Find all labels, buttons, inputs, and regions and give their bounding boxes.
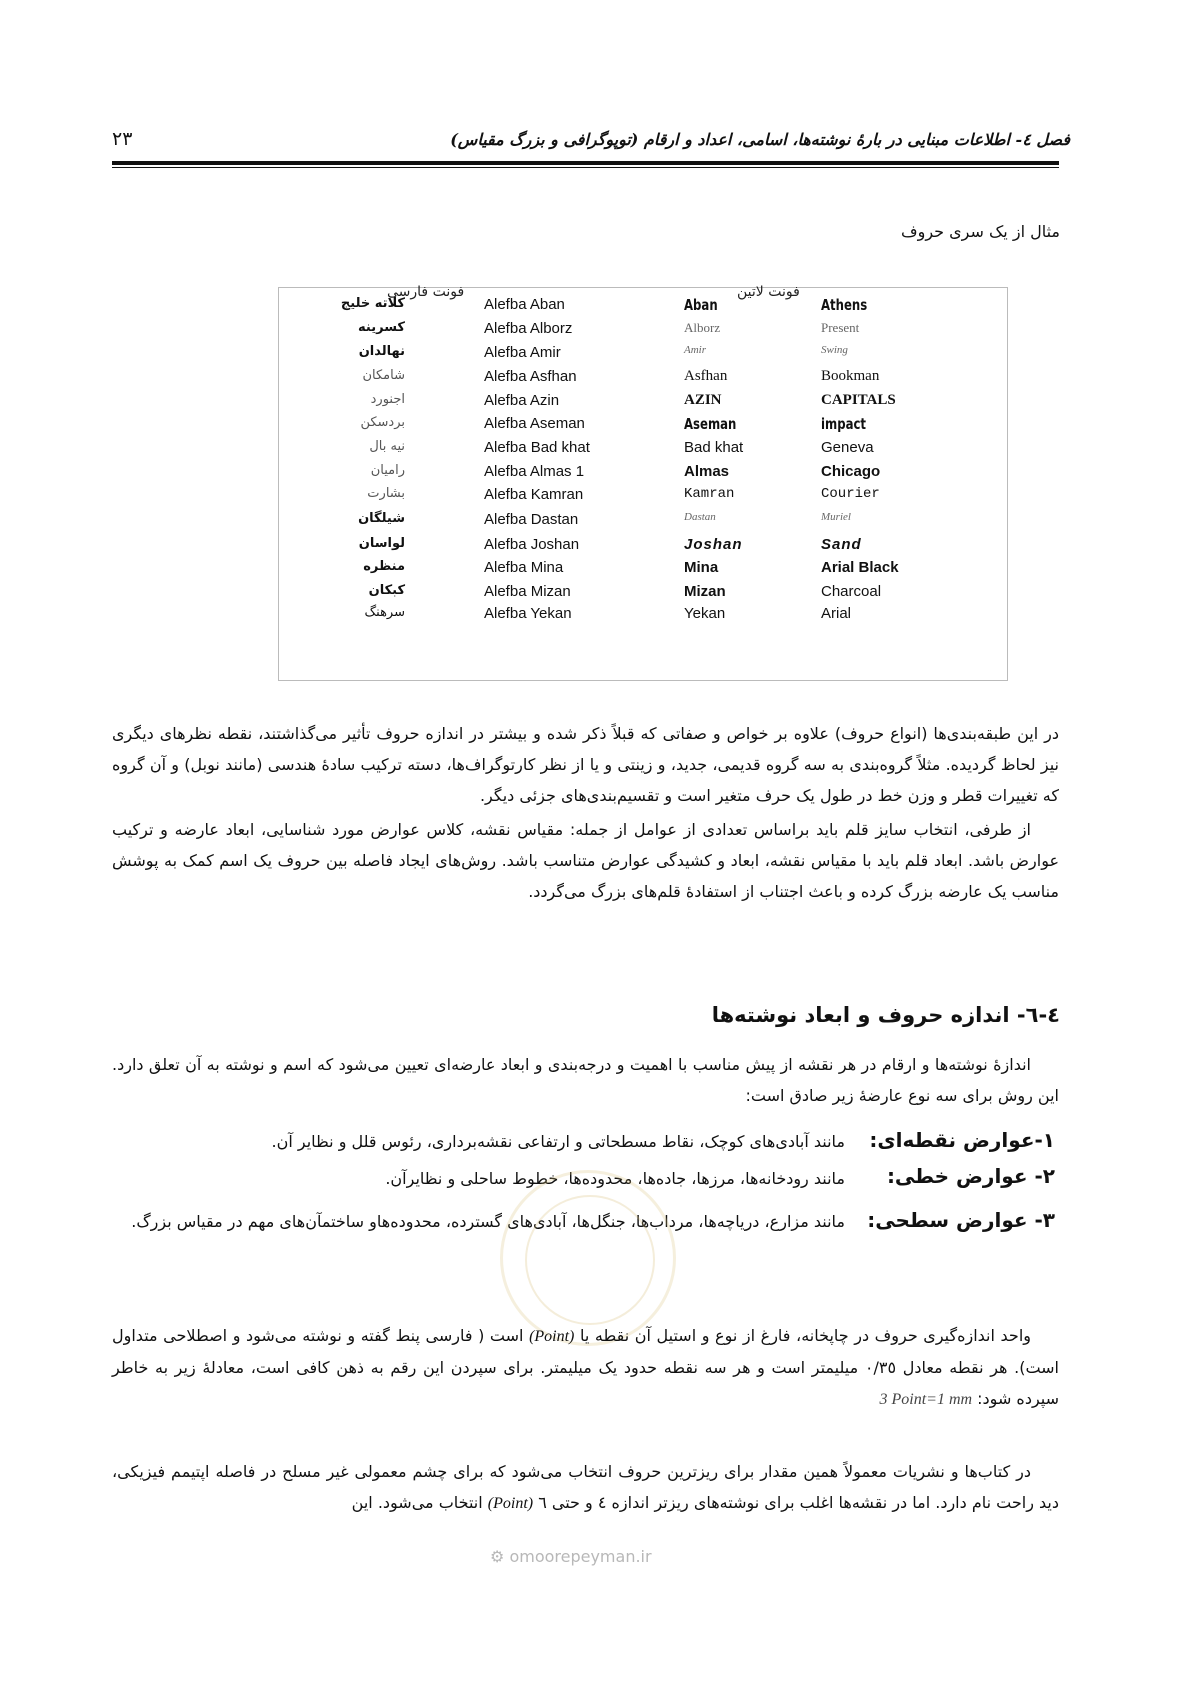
font-row [279,344,1007,368]
font-row [279,559,1007,583]
latin-font-sample-2: Geneva [821,439,874,456]
alefba-font-name: Alefba Azin [484,392,560,409]
font-row [279,583,1007,607]
page-number: ٢٣ [112,128,133,150]
latin-font-sample-1: Bad khat [684,439,744,456]
font-sample-table [278,284,1008,681]
list-item-area-label: ٣- عوارض سطحی: [867,1208,1055,1232]
latin-font-sample-1: Amir [684,344,706,356]
persian-font-sample: رامیان [370,463,405,478]
latin-font-sample-2: Athens [821,296,868,314]
persian-font-header: فونت فارسی [387,284,465,300]
font-row [279,320,1007,344]
alefba-font-name: Alefba Aseman [484,415,585,432]
paragraph-point-unit [112,1320,1059,1415]
latin-font-sample-2: Sand [821,536,862,553]
persian-font-sample: بردسکن [360,415,405,430]
alefba-font-name: Alefba Almas 1 [484,463,585,480]
latin-font-header: فونت لاتین [737,284,800,300]
latin-font-sample-2: Arial Black [821,559,899,576]
point-term-2: (Point) [487,1495,534,1512]
latin-font-sample-2: impact [821,415,867,433]
font-row [279,415,1007,439]
alefba-font-name: Alefba Asfhan [484,368,577,385]
list-item-point-label: ١-عوارض نقطه‌ای: [869,1128,1055,1152]
paragraph-text-size-intro: اندازهٔ نوشته‌ها و ارقام در هر نقشه از پیش مناسب با اهمیت و درجه‌بندی و ابعاد عارضه‌ای تعیین می‌شود که اسم و نوشته به آن تعلق دارد. این روش برای سه نوع عارضهٔ زیر صادق است: [112,1055,1059,1105]
font-row [279,368,1007,392]
latin-font-sample-2: CAPITALS [821,392,896,408]
font-row [279,536,1007,560]
latin-font-sample-2: Arial [821,605,852,622]
point-unit-text-b: است ( فارسی پنط گفته و نوشته می‌شود و اصطلاحی متداول است). هر نقطه معادل ٠/٣٥ میلیمتر است و هر سه نقطه حدود یک میلیمتر. برای سپردن این رقم به ذهن کافی است، معادلهٔ زیر به خاطر سپرده شود: [112,1326,1060,1408]
latin-font-sample-2: Chicago [821,463,881,480]
paragraph-typeface-classification: در این طبقه‌بندی‌ها (انواع حروف) علاوه بر خواص و صفاتی که قبلاً ذکر شده و بیشتر در اندازه حروف تأثیر می‌گذاشتند، نقطه نظرهای دیگری نیز لحاظ گردیده. مثلاً گروه‌بندی به سه گروه قدیمی، جدید، و زینتی و یا از نظر کارتوگراف‌ها، دسته ترکیب سادهٔ هندسی (مانند نوبل) و آن گروه که تغییرات قطر و وزن خط در طول یک حرف متغیر است و تقسیم‌بندی‌های جزئی دیگر. [112,724,1059,805]
latin-font-sample-1: Mizan [684,583,726,600]
running-header-title: فصل ٤- اطلاعات مبنایی در بارهٔ نوشته‌ها، اسامی، اعداد و ارقام (توپوگرافی و بزرگ مقیاس) [450,130,1070,149]
font-row [279,486,1007,510]
watermark-url-text: omoorepeyman.ir [509,1547,652,1566]
list-item-line-label: ٢- عوارض خطی: [886,1164,1055,1188]
point-formula: 3 Point=1 mm [879,1391,973,1408]
list-item-point-text: مانند آبادی‌های کوچک، نقاط مسطحاتی و ارتفاعی نقشه‌برداری، رئوس قلل و نظایر آن. [271,1132,845,1151]
header-rule-thin [112,167,1059,168]
persian-font-sample: اجنورد [370,392,405,407]
smallest-type-text-a: در کتاب‌ها و نشریات معمولاً همین مقدار برای ریزترین حروف انتخاب می‌شود که برای چشم معمولی غیر مسلح در فاصله اپتیمم فیزیکی، دید راحت نام دارد. اما در نقشه‌ها اغلب برای نوشته‌های ریزتر اندازه ٤ و حتی ٦ [112,1462,1059,1512]
alefba-font-name: Alefba Joshan [484,536,580,553]
font-row [279,511,1007,535]
persian-font-sample: بشارت [367,486,405,501]
latin-font-sample-2: Charcoal [821,583,882,600]
alefba-font-name: Alefba Mina [484,559,564,576]
header-rule-thick [112,161,1059,165]
persian-font-sample: سرهنگ [364,605,405,620]
font-row [279,605,1007,629]
list-item-line-text: مانند رودخانه‌ها، مرزها، جاده‌ها، محدوده‌ها، خطوط ساحلی و نظایرآن. [385,1169,845,1188]
alefba-font-name: Alefba Amir [484,344,561,361]
latin-font-sample-2: Swing [821,344,848,356]
paragraph-smallest-type [112,1456,1059,1519]
section-heading: ٤-٦- اندازه حروف و ابعاد نوشته‌ها [711,1003,1060,1027]
list-item-area-text: مانند مزارع، دریاچه‌ها، مرداب‌ها، جنگل‌ها، آبادی‌های گسترده، محدوده‌هاو ساختمآن‌های مهم در مقیاس بزرگ. [131,1212,845,1231]
latin-font-sample-1: AZIN [684,392,722,408]
intro-caption: مثال از یک سری حروف [901,222,1060,241]
font-row [279,392,1007,416]
persian-font-sample: کبکان [368,583,405,598]
latin-font-sample-1: Dastan [684,511,716,523]
latin-font-sample-1: Alborz [684,320,721,335]
persian-font-sample: منظره [363,559,405,574]
latin-font-sample-1: Almas [684,463,730,480]
persian-font-sample: نیه بال [369,439,405,454]
latin-font-sample-2: Present [821,320,860,335]
alefba-font-name: Alefba Aban [484,296,565,313]
persian-font-sample: کلاته خلیج [340,296,405,311]
persian-font-sample: لواسان [358,536,405,551]
alefba-font-name: Alefba Kamran [484,486,584,503]
alefba-font-name: Alefba Yekan [484,605,572,622]
alefba-font-name: Alefba Alborz [484,320,573,337]
latin-font-sample-1: Joshan [684,536,743,553]
point-unit-text-a: واحد اندازه‌گیری حروف در چاپخانه، فارغ از نوع و استیل آن نقطه یا [579,1326,1031,1345]
alefba-font-name: Alefba Bad khat [484,439,590,456]
latin-font-sample-1: Aban [684,296,718,314]
latin-font-sample-1: Asfhan [684,368,728,384]
alefba-font-name: Alefba Mizan [484,583,571,600]
latin-font-sample-1: Aseman [684,415,737,433]
font-row [279,296,1007,320]
font-row [279,439,1007,463]
paragraph-font-size-selection: از طرفی، انتخاب سایز قلم باید براساس تعدادی از عوامل از جمله: مقیاس نقشه، کلاس عوارض مورد شناسایی، ابعاد عارضه و ترکیب عوارض باشد. ابعاد قلم باید با مقیاس نقشه، ابعاد و کشیدگی عوارض متناسب باشد. روش‌های ایجاد فاصله بین حروف یک اسم کمک به پوشش مناسب یک عارضه بزرگ کرده و باعث اجتناب از استفادهٔ قلم‌های بزرگ می‌گردد. [112,820,1059,901]
alefba-font-name: Alefba Dastan [484,511,579,528]
font-row [279,463,1007,487]
latin-font-sample-2: Muriel [821,511,851,523]
latin-font-sample-1: Yekan [684,605,726,622]
persian-font-sample: نهالدان [358,344,405,359]
watermark-url: ⚙ omoorepeyman.ir [490,1547,652,1566]
persian-font-sample: کسرینه [358,320,405,335]
persian-font-sample: شیلگان [358,511,405,526]
latin-font-sample-2: Bookman [821,368,880,384]
latin-font-sample-2: Courier [821,486,880,502]
smallest-type-text-b: انتخاب می‌شود. این [351,1493,483,1512]
latin-font-sample-1: Kamran [684,486,735,502]
point-term: (Point) [529,1328,575,1345]
persian-font-sample: شامکان [362,368,405,383]
latin-font-sample-1: Mina [684,559,719,576]
